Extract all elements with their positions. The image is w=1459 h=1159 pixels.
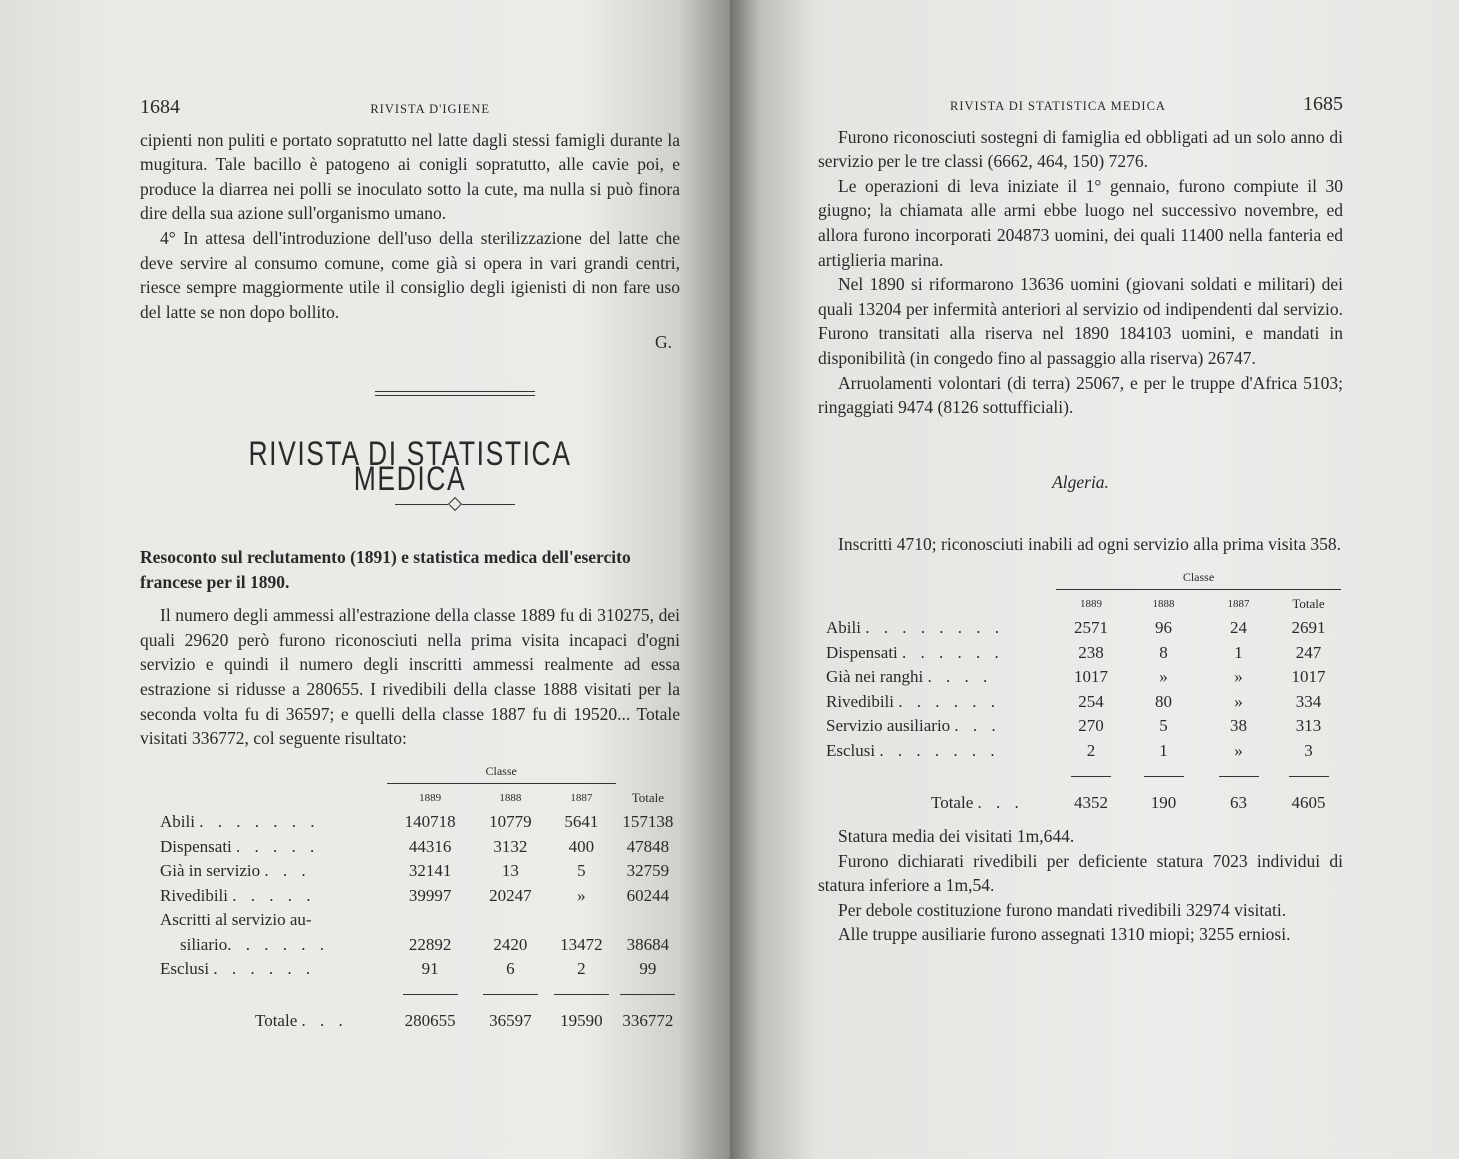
leader-dots: . . . . . . .: [199, 812, 320, 832]
paragraph: Statura media dei visitati 1m,644.: [838, 825, 1075, 846]
leader-dots: . . .: [954, 716, 1001, 736]
sum-rule: [554, 994, 609, 996]
row-label: Abili: [160, 812, 195, 832]
left-running-head: [140, 95, 680, 122]
table-cell: 5: [1159, 716, 1168, 736]
total-cell: 63: [1230, 792, 1247, 812]
table-cell: 3: [1304, 740, 1313, 760]
table-cell: 2: [577, 959, 586, 979]
column-header: 1888: [1152, 597, 1175, 610]
table-cell: 400: [568, 836, 595, 856]
table-cell: 96: [1155, 618, 1172, 638]
paragraph: Furono dichiarati rivedibili per deficiente statura 7023 individui di statura inferiore a 1m,54.: [818, 850, 1343, 896]
article-title: Resoconto sul reclutamento (1891) e statistica medica dell'esercito francese per il 1890.: [140, 547, 631, 593]
page-number: 1685: [1303, 93, 1343, 115]
paragraph: Alle truppe ausiliarie furono assegnati 1310 miopi; 3255 erniosi.: [838, 924, 1291, 945]
leader-dots: . . . . .: [232, 885, 316, 905]
algeria-table: [826, 565, 1341, 818]
total-cell: 336772: [622, 1010, 674, 1030]
row-label: Abili: [826, 618, 861, 638]
paragraph: Per debole costituzione furono mandati rivedibili 32974 visitati.: [838, 899, 1287, 920]
table-cell: 238: [1078, 642, 1104, 662]
running-head-title: RIVISTA D'IGIENE: [370, 102, 490, 116]
left-page-content: [140, 95, 680, 1036]
leader-dots: . . . . . . .: [879, 740, 1000, 760]
row-label: siliario: [180, 934, 228, 954]
leader-dots: . . . .: [927, 667, 993, 687]
right-page-content: [818, 92, 1343, 947]
table-row: [160, 859, 680, 884]
row-label: Già nei ranghi: [826, 667, 924, 687]
total-row: [826, 788, 1341, 818]
table-row: [826, 641, 1341, 666]
table-row: [826, 739, 1341, 764]
leader-dots: . . . . . .: [213, 959, 316, 979]
leader-dots: . . .: [301, 1010, 348, 1030]
table-row: [826, 714, 1341, 739]
table-cell: 32759: [626, 861, 670, 881]
sum-rule: [620, 994, 675, 996]
column-header: 1887: [1227, 597, 1250, 610]
leader-dots: . . .: [977, 792, 1024, 812]
total-cell: 4352: [1074, 792, 1108, 812]
total-label: Totale: [255, 1010, 298, 1030]
total-cell: 4605: [1291, 792, 1326, 812]
sum-rule: [1071, 776, 1111, 778]
article-paragraph: Il numero degli ammessi all'estrazione della classe 1889 fu di 310275, dei quali 29620 però furono riconosciuti nella prima visita incapaci d'ogni servizio e quindi il numero degli inscritti ammessi realmente ad essa estrazione si ridusse a 280655. I rivedibili della classe 1888 visitati per la seconda volta fu di 36597; e quelli della classe 1887 fu di 19520... Totale visitati 336772, col seguente risultato:: [140, 605, 680, 749]
table-cell: 39997: [408, 885, 452, 905]
row-label: Esclusi: [160, 959, 210, 979]
sum-rule: [403, 994, 458, 996]
paragraph: 4° In attesa dell'introduzione dell'uso della sterilizzazione del latte che deve servire al consumo comune, come già si opera in vari grandi centri, riesce sempre maggiormente utile il consiglio degli igienisti di non fare uso del latte se non dopo bollito.: [140, 227, 680, 322]
classe-label: Classe: [1056, 565, 1341, 590]
table-cell: 44316: [408, 836, 452, 856]
classe-label: Classe: [387, 759, 616, 784]
row-label: Servizio ausiliario: [826, 716, 951, 736]
column-header: Totale: [1292, 595, 1325, 611]
table-cell: 38684: [626, 934, 670, 954]
table-cell: 20247: [489, 885, 532, 905]
table-cell: 13472: [560, 934, 603, 954]
table-row: [826, 616, 1341, 641]
column-header: 1887: [570, 791, 593, 804]
leader-dots: . . . . .: [236, 836, 320, 856]
table-cell: 24: [1230, 618, 1247, 638]
row-label: Rivedibili: [160, 885, 228, 905]
total-cell: 280655: [404, 1010, 456, 1030]
table-cell: 254: [1078, 691, 1104, 711]
ornament-line: [395, 504, 448, 505]
ornament-line: [462, 504, 515, 505]
table-cell: 2420: [493, 934, 528, 954]
location-heading: Algeria.: [1052, 471, 1109, 492]
row-label: Esclusi: [826, 740, 876, 760]
total-cell: 190: [1150, 792, 1177, 812]
table-cell: 157138: [622, 812, 674, 832]
sum-rule: [1219, 776, 1259, 778]
table-cell: 10779: [489, 812, 532, 832]
location-paragraph: Inscritti 4710; riconosciuti inabili ad ogni servizio alla prima visita 358.: [838, 534, 1342, 555]
table-cell: 91: [421, 959, 439, 979]
table-cell: 60244: [626, 885, 670, 905]
column-header: 1889: [1080, 597, 1102, 610]
table-cell: »: [1234, 667, 1243, 687]
table-cell: 1: [1234, 642, 1243, 662]
leader-dots: . . .: [264, 861, 311, 881]
paragraph: Furono riconosciuti sostegni di famiglia ed obbligati ad un solo anno di servizio per le tre classi (6662, 464, 150) 7276.: [818, 126, 1343, 172]
table-cell: 247: [1295, 642, 1322, 662]
section-title: RIVISTA DI STATISTICA MEDICA: [248, 434, 572, 498]
leader-dots: . . . . . .: [902, 642, 1004, 662]
class-header-row: [826, 565, 1341, 590]
total-cell: 19590: [560, 1010, 603, 1030]
table-cell: »: [1234, 740, 1243, 760]
table-cell: 80: [1155, 691, 1172, 711]
sum-rule-row: [160, 982, 680, 1007]
paragraph: Le operazioni di leva iniziate il 1° gennaio, furono compiute il 30 giugno; la chiamata alle armi ebbe luogo nel successivo novembre, ed allora furono incorporati 204873 uomini, dei quali 11400 nella fanteria ed artiglieria marina.: [818, 175, 1343, 270]
table-row: [160, 835, 680, 860]
table-row: [160, 884, 680, 909]
table-header-row: [160, 784, 680, 811]
row-label: Rivedibili: [826, 691, 894, 711]
table-row: [160, 957, 680, 982]
right-running-head: [818, 92, 1343, 119]
table-cell: 140718: [404, 812, 456, 832]
table-cell: 334: [1295, 691, 1322, 711]
total-label: Totale: [931, 792, 974, 812]
double-rule-divider: [375, 391, 535, 396]
sum-rule: [1289, 776, 1329, 778]
ornament-divider: [395, 499, 515, 509]
running-head-title: RIVISTA DI STATISTICA MEDICA: [950, 99, 1166, 113]
table-row: [160, 810, 680, 835]
table-header-row: [826, 590, 1341, 617]
table-cell: 22892: [408, 934, 452, 954]
row-label: Dispensati: [826, 642, 898, 662]
leader-dots: . . . . . .: [898, 691, 1000, 711]
page-number: 1684: [140, 96, 180, 118]
table-cell: »: [1159, 667, 1168, 687]
row-label: Già in servizio: [160, 861, 261, 881]
class-header-row: [160, 759, 680, 784]
table-cell: 1: [1159, 740, 1168, 760]
table-row: [160, 933, 680, 958]
sum-rule: [1144, 776, 1184, 778]
paragraph: cipienti non puliti e portato sopratutto nel latte dagli stessi famigli durante la mugitura. Tale bacillo è patogeno ai conigli sopratutto, alle cavie poi, e produce la diarrea nei polli se inoculato sotto la cute, ma nulla si può finora dire della sua azione sull'organismo umano.: [140, 129, 680, 224]
table-cell: »: [1234, 691, 1243, 711]
table-cell: 1017: [1074, 667, 1108, 687]
column-header: 1889: [419, 791, 442, 804]
table-cell: 2: [1086, 740, 1096, 760]
table-cell: 2691: [1291, 618, 1326, 638]
table-cell: 32141: [408, 861, 452, 881]
table-cell: 99: [639, 959, 657, 979]
column-header: Totale: [631, 789, 665, 805]
table-cell: 1017: [1291, 667, 1326, 687]
table-cell: 6: [506, 959, 515, 979]
table-row: [826, 665, 1341, 690]
total-row: [160, 1006, 680, 1036]
table-cell: 38: [1230, 716, 1247, 736]
row-label: Ascritti al servizio au-: [160, 910, 312, 930]
table-cell: 5641: [564, 812, 599, 832]
table-cell: 13: [501, 861, 519, 881]
sum-rule-row: [826, 763, 1341, 788]
signature: G.: [654, 332, 672, 353]
table-cell: »: [577, 885, 586, 905]
table-cell: 47848: [626, 836, 670, 856]
table-row: [160, 908, 680, 933]
table-cell: 3132: [493, 836, 528, 856]
sum-rule: [483, 994, 538, 996]
table-cell: 2571: [1074, 618, 1108, 638]
table-cell: 313: [1295, 716, 1322, 736]
row-label: Dispensati: [160, 836, 232, 856]
recruitment-table: [160, 759, 680, 1037]
table-cell: 270: [1078, 716, 1104, 736]
column-header: 1888: [499, 791, 522, 804]
total-cell: 36597: [489, 1010, 532, 1030]
leader-dots: . . . . . . . .: [865, 618, 1004, 638]
paragraph: Arruolamenti volontari (di terra) 25067, e per le truppe d'Africa 5103; ringaggiati 9474 (8126 sottufficiali).: [818, 372, 1343, 418]
paragraph: Nel 1890 si riformarono 13636 uomini (giovani soldati e militari) dei quali 13204 per infermità anteriori al servizio od indipendenti dal servizio. Furono transitati alla riserva nel 1890 184103 uomini, e mandati in disponibilità (in congedo fino al passaggio alla riserva) 26747.: [818, 274, 1343, 368]
diamond-icon: [448, 497, 462, 511]
table-cell: 5: [577, 861, 586, 881]
table-cell: 8: [1159, 642, 1168, 662]
leader-dots: . . . . . .: [227, 934, 329, 954]
table-row: [826, 690, 1341, 715]
